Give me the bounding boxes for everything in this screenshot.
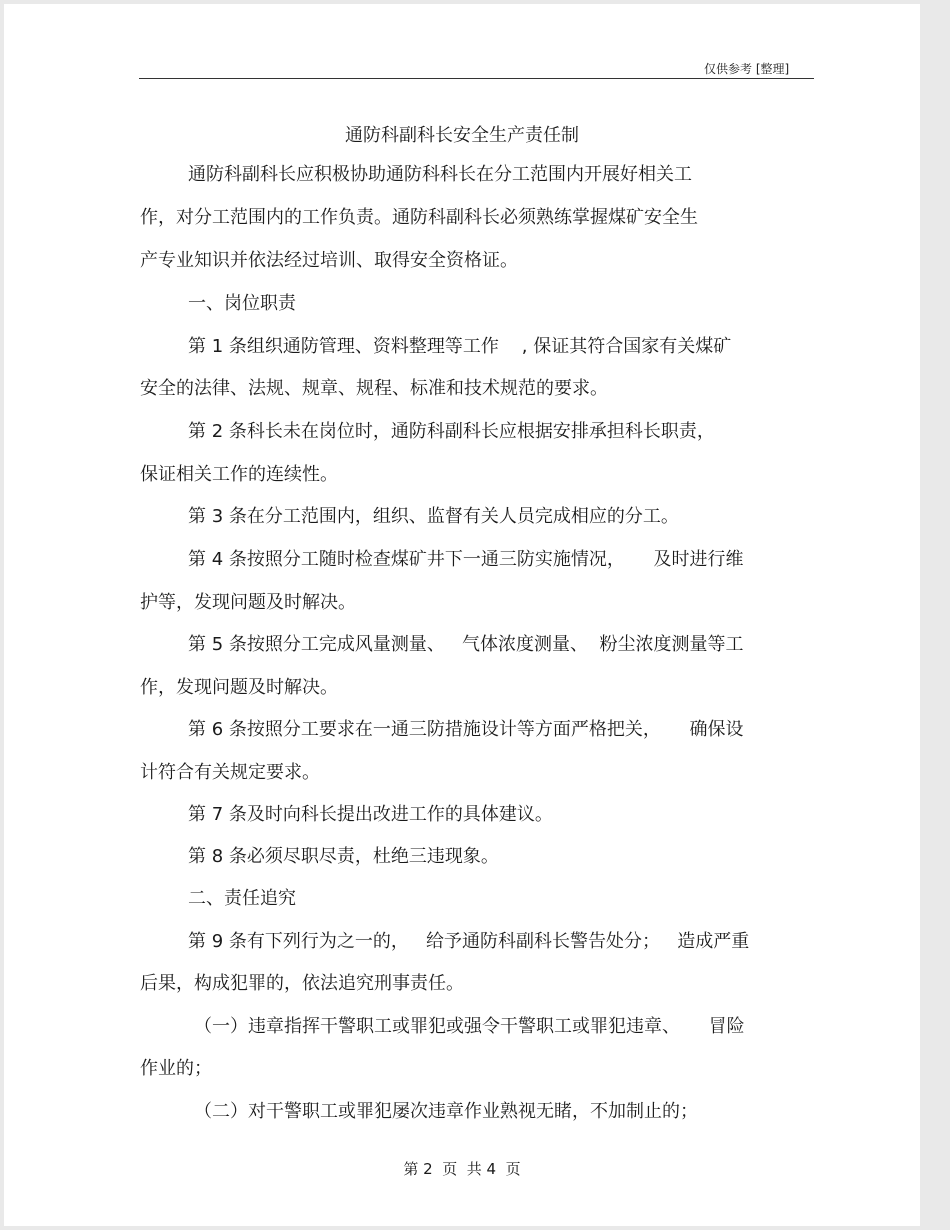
page-footer: 第 2 页 共 4 页 [403,1160,521,1178]
paragraph-line: 保证相关工作的连续性。 [140,464,338,485]
header-note: 仅供参考 [整理] [704,62,790,76]
paragraph-line: 第 1 条组织通防管理、资料整理等工作 , 保证其符合国家有关煤矿 [188,336,732,357]
paragraph-line: 第 9 条有下列行为之一的， 给予通防科副科长警告处分； 造成严重 [188,931,750,952]
paragraph-line: 通防科副科长应积极协助通防科科长在分工范围内开展好相关工 [188,164,692,185]
paragraph-line: 作，发现问题及时解决。 [140,677,338,698]
paragraph-line: 后果，构成犯罪的，依法追究刑事责任。 [140,973,464,994]
paragraph-line: 计符合有关规定要求。 [140,762,320,783]
paragraph-line: 护等，发现问题及时解决。 [140,592,356,613]
section-heading: 一、岗位职责 [188,293,296,314]
paragraph-line: 第 2 条科长未在岗位时，通防科副科长应根据安排承担科长职责， [188,421,715,442]
paragraph-line: 作，对分工范围内的工作负责。通防科副科长必须熟练掌握煤矿安全生 [140,207,698,228]
paragraph-line: 第 5 条按照分工完成风量测量、 气体浓度测量、 粉尘浓度测量等工 [188,634,744,655]
list-item-line: （二）对干警职工或罪犯屡次违章作业熟视无睹，不加制止的； [194,1101,698,1122]
paragraph-line: 第 3 条在分工范围内，组织、监督有关人员完成相应的分工。 [188,506,679,527]
document-title: 通防科副科长安全生产责任制 [345,125,579,146]
document-page [4,4,920,1226]
paragraph-line: 第 4 条按照分工随时检查煤矿井下一通三防实施情况， 及时进行维 [188,549,744,570]
header-divider [139,78,814,79]
paragraph-line: 第 8 条必须尽职尽责，杜绝三违现象。 [188,846,499,867]
paragraph-line: 安全的法律、法规、规章、规程、标准和技术规范的要求。 [140,378,608,399]
list-item-line: （一）违章指挥干警职工或罪犯或强令干警职工或罪犯违章、 冒险 [194,1016,745,1037]
list-item-line: 作业的； [140,1058,212,1079]
paragraph-line: 产专业知识并依法经过培训、取得安全资格证。 [140,250,518,271]
paragraph-line: 第 7 条及时向科长提出改进工作的具体建议。 [188,804,553,825]
section-heading: 二、责任追究 [188,888,296,909]
paragraph-line: 第 6 条按照分工要求在一通三防措施设计等方面严格把关， 确保设 [188,719,744,740]
